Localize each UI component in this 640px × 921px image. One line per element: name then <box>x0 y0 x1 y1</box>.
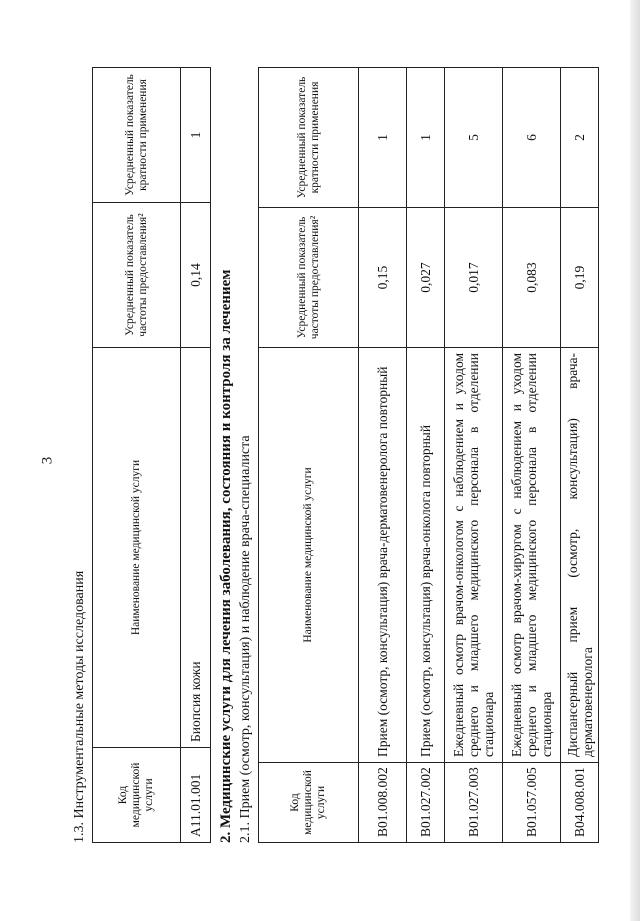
table-instrumental-methods <box>92 67 211 843</box>
header-code: Код медицинской услуги <box>93 748 181 843</box>
cell-freq: 0,017 <box>445 208 503 348</box>
page-number: 3 <box>39 456 56 465</box>
header-code: Код медицинской услуги <box>259 763 359 843</box>
cell-mult: 2 <box>561 68 599 208</box>
cell-code: B01.027.002 <box>407 763 445 843</box>
table-row <box>407 68 445 843</box>
cell-freq: 0,15 <box>359 208 407 348</box>
cell-mult: 1 <box>181 68 211 203</box>
header-mult: Усредненный показатель кратности применения <box>93 68 181 203</box>
cell-name: Прием (осмотр, консультация) врача-онколога повторный <box>407 348 445 763</box>
cell-mult: 1 <box>407 68 445 208</box>
cell-code: B01.008.002 <box>359 763 407 843</box>
table-row <box>359 68 407 843</box>
header-mult: Усредненный показатель кратности применения <box>259 68 359 208</box>
table-header-row <box>93 68 181 843</box>
cell-code: A11.01.001 <box>181 748 211 843</box>
rotated-page-content <box>70 38 640 843</box>
section-2-1-title: 2.1. Прием (осмотр, консультация) и наблюдение врача-специалиста <box>238 435 253 843</box>
table-row <box>561 68 599 843</box>
cell-name: Ежедневный осмотр врачом-онкологом с наблюдением и уходом среднего и младшего медицинского персонала в отделении стационара <box>445 348 503 763</box>
cell-code: B01.027.003 <box>445 763 503 843</box>
header-freq: Усредненный показатель частоты предоставления² <box>93 203 181 348</box>
section-1-3-title: 1.3. Инструментальные методы исследования <box>72 570 87 843</box>
table-row <box>445 68 503 843</box>
table-specialist-appointments <box>258 67 599 843</box>
cell-code: B01.057.005 <box>503 763 561 843</box>
header-name: Наименование медицинской услуги <box>259 348 359 763</box>
table-header-row <box>259 68 359 843</box>
cell-name: Ежедневный осмотр врачом-хирургом с наблюдением и уходом среднего и младшего медицинского персонала в отделении стационара <box>503 348 561 763</box>
cell-code: B04.008.001 <box>561 763 599 843</box>
header-name: Наименование медицинской услуги <box>93 348 181 748</box>
cell-name: Диспансерный прием (осмотр, консультация) врача-дерматовенеролога <box>561 348 599 763</box>
cell-freq: 0,027 <box>407 208 445 348</box>
cell-mult: 5 <box>445 68 503 208</box>
cell-name: Биопсия кожи <box>181 348 211 748</box>
cell-freq: 0,19 <box>561 208 599 348</box>
table-row <box>181 68 211 843</box>
section-2-title: 2. Медицинские услуги для лечения заболевания, состояния и контроля за лечением <box>218 269 234 843</box>
cell-freq: 0,083 <box>503 208 561 348</box>
table-row <box>503 68 561 843</box>
cell-freq: 0,14 <box>181 203 211 348</box>
cell-mult: 1 <box>359 68 407 208</box>
cell-mult: 6 <box>503 68 561 208</box>
cell-name: Прием (осмотр, консультация) врача-дерматовенеролога повторный <box>359 348 407 763</box>
header-freq: Усредненный показатель частоты предоставления² <box>259 208 359 348</box>
